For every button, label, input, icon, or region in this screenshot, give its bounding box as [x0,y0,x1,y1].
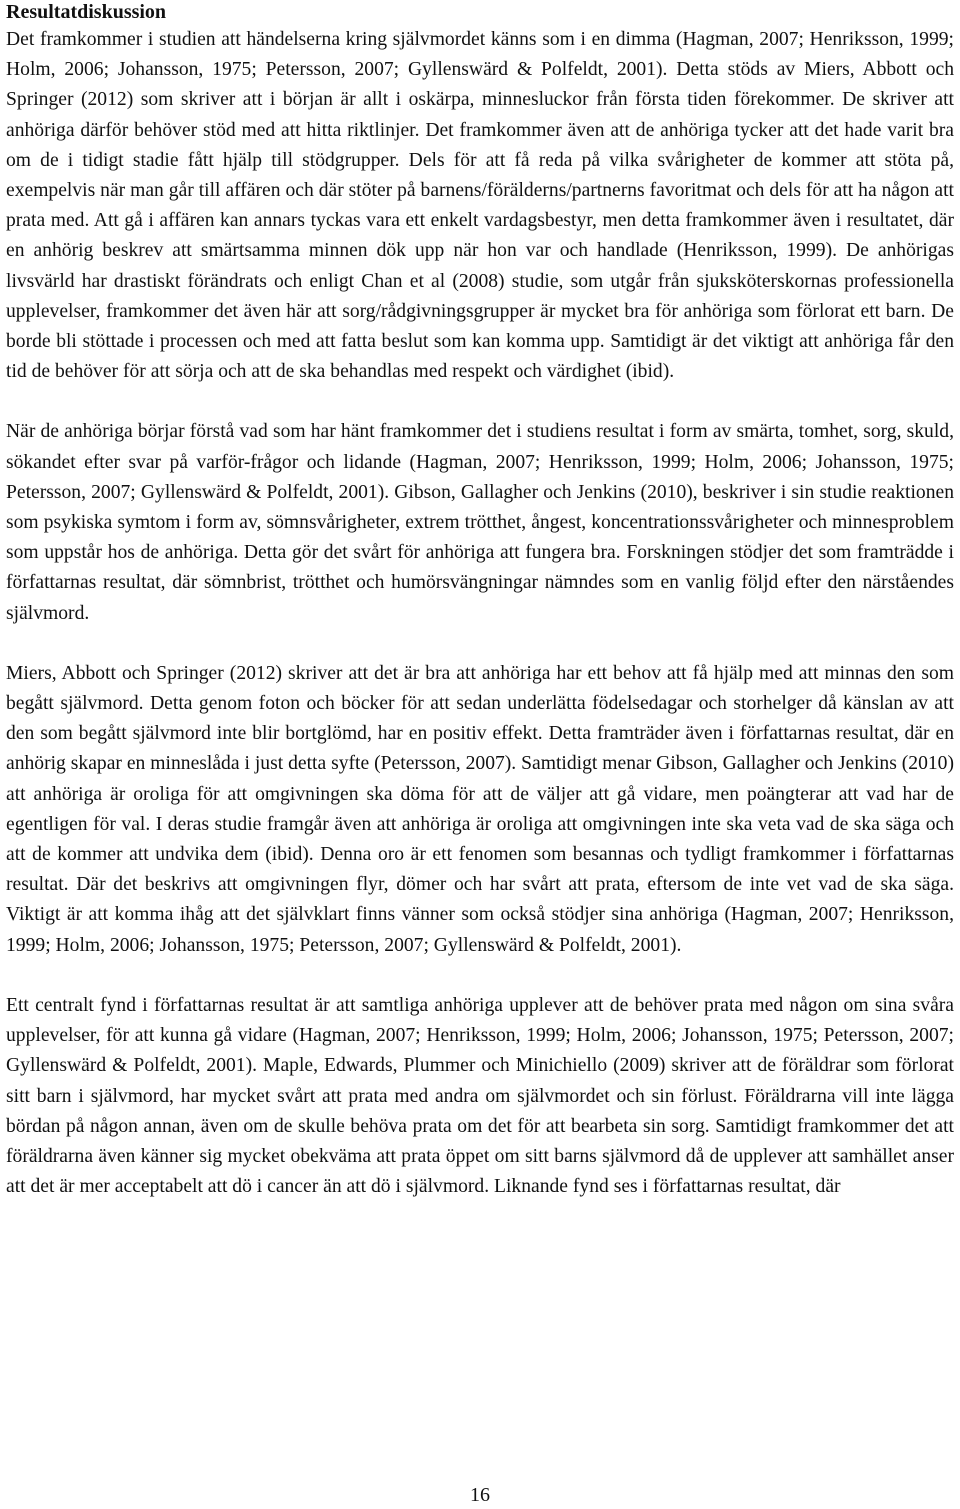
paragraph-1: Det framkommer i studien att händelserna kring självmordet känns som i en dimma (Hagman, 2007; Henriksson, 1999; Holm, 2006; Johansson, 1975; Petersson, 2007; Gyllenswärd & Polfeldt, 2001). Detta stöds av Miers, Abbott och Springer (2012) som skriver att i början är allt i oskärpa, minnesluckor från första tiden förekommer. De skriver att anhöriga därför behöver stöd med att hitta riktlinjer. Det framkommer även att de anhöriga tycker att det hade varit bra om de i tidigt stadie fått hjälp till stödgrupper. Dels för att få reda på vilka svårigheter de kommer att stöta på, exempelvis när man går till affären och där stöter på barnens/förälderns/partnerns favoritmat och dels för att ha någon att prata med. Att gå i affären kan annars tyckas vara ett enkelt vardagsbestyr, men detta framkommer även i resultatet, där en anhörig beskrev att smärtsamma minnen dök upp när hon var och handlade (Henriksson, 1999). De anhörigas livsvärld har drastiskt förändrats och enligt Chan et al (2008) studie, som utgår från sjuksköterskornas professionella upplevelser, framkommer det även här att sorg/rådgivningsgrupper är mycket bra för anhöriga som förlorat ett barn. De borde bli stöttade i processen och med att fatta beslut som kan komma upp. Samtidigt är det viktigt att anhöriga får den tid de behöver för att sörja och att de ska behandlas med respekt och värdighet (ibid). [6,29,954,383]
paragraph-4: Ett centralt fynd i författarnas resultat är att samtliga anhöriga upplever att de behöver prata med någon om sina svåra upplevelser, för att kunna gå vidare (Hagman, 2007; Henriksson, 1999; Holm, 2006; Johansson, 1975; Petersson, 2007; Gyllenswärd & Polfeldt, 2001). Maple, Edwards, Plummer och Minichiello (2009) skriver att de föräldrar som förlorat sitt barn i självmord, har mycket svårt att prata med andra om självmordet och sin förlust. Föräldrarna vill inte lägga bördan på någon annan, även om de skulle behöva prata om det för att bearbeta sin sorg. Samtidigt framkommer det att föräldrarna även känner sig mycket obekväma att prata öppet om sitt barns självmord då de upplever att samhället anser att det är mer acceptabelt att dö i cancer än att dö i självmord. Liknande fynd ses i författarnas resultat, där [6,994,954,1198]
page-number: 16 [470,1484,490,1506]
section-heading: Resultatdiskussion [6,1,167,23]
document-page [6,0,954,1202]
paragraph-3: Miers, Abbott och Springer (2012) skriver att det är bra att anhöriga har ett behov att få hjälp med att minnas den som begått självmord. Detta genom foton och böcker för att sedan underlätta födelsedagar och storhelger då känslan av att den som begått självmord inte blir bortglömd, har en positiv effekt. Detta framträder även i författarnas resultat, där en anhörig skapar en minneslåda i just detta syfte (Petersson, 2007). Samtidigt menar Gibson, Gallagher och Jenkins (2010) att anhöriga är oroliga för att omgivningen ska döma för att de väljer att gå vidare, men poängterar att vad har de egentligen för val. I deras studie framgår även att anhöriga är oroliga att omgivningen inte ska veta vad de ska säga och att de kommer att undvika dem (ibid). Denna oro är ett fenomen som besannas och tydligt framkommer i författarnas resultat. Där det beskrivs att omgivningen flyr, dömer och har svårt att prata, eftersom de inte vet vad de ska säga. Viktigt är att komma ihåg att det självklart finns vänner som också stödjer sina anhöriga (Hagman, 2007; Henriksson, 1999; Holm, 2006; Johansson, 1975; Petersson, 2007; Gyllenswärd & Polfeldt, 2001). [6,662,954,956]
paragraph-2: När de anhöriga börjar förstå vad som har hänt framkommer det i studiens resultat i form av smärta, tomhet, sorg, skuld, sökandet efter svar på varför-frågor och lidande (Hagman, 2007; Henriksson, 1999; Holm, 2006; Johansson, 1975; Petersson, 2007; Gyllenswärd & Polfeldt, 2001). Gibson, Gallagher och Jenkins (2010), beskriver i sin studie reaktionen som psykiska symtom i form av, sömnsvårigheter, extrem trötthet, ångest, koncentrationssvårigheter och minnesproblem som uppstår hos de anhöriga. Detta gör det svårt för anhöriga att fungera bra. Forskningen stödjer det som framträdde i författarnas resultat, där sömnbrist, trötthet och humörsvängningar nämndes som en vanlig följd efter den närståendes självmord. [6,421,954,624]
